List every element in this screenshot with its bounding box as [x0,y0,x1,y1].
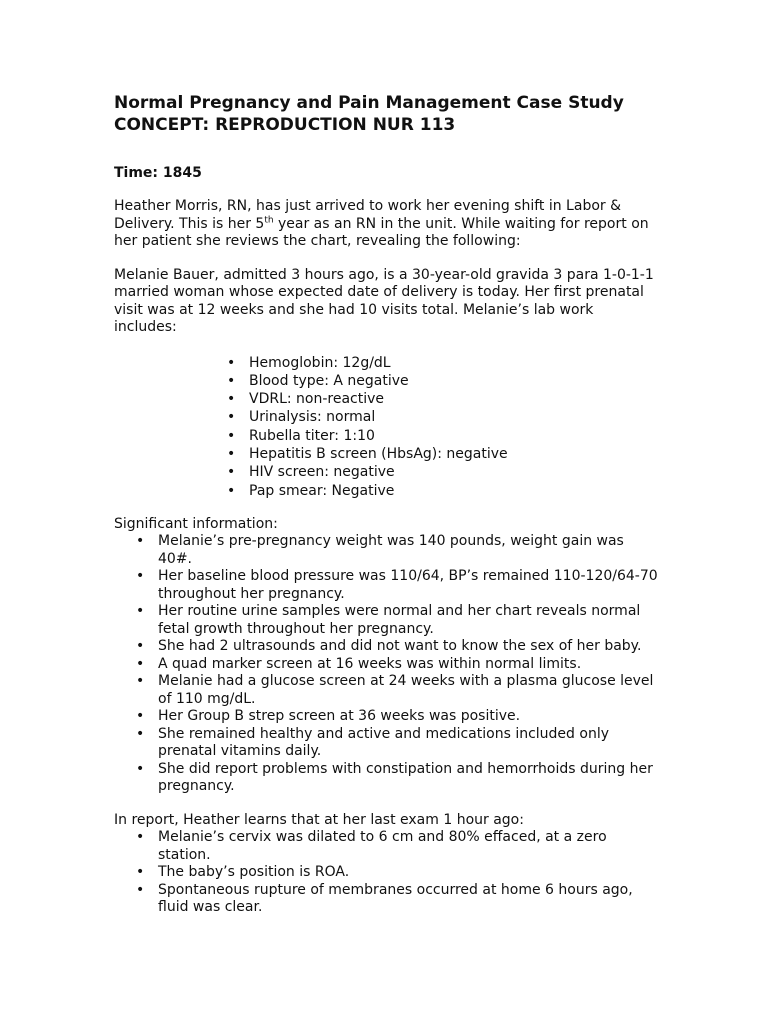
document-page [114,92,659,917]
list-item: • Her routine urine samples were normal and her chart reveals normal fetal growth throughout her pregnancy. [158,603,659,638]
title-line-1: Normal Pregnancy and Pain Management Case Study [114,93,624,113]
intro-text-a: Heather Morris, RN, has just arrived to work her evening shift in Labor & Delivery. This is her 5 [114,198,622,232]
list-item: • Melanie’s pre-pregnancy weight was 140 pounds, weight gain was 40#. [158,533,659,568]
report-label: In report, Heather learns that at her last exam 1 hour ago: [114,811,524,828]
report-list [114,829,659,917]
intro-paragraph [114,198,659,251]
list-item: • Her baseline blood pressure was 110/64, BP’s remained 110-120/64-70 throughout her pregnancy. [158,568,659,603]
list-item: • Melanie’s cervix was dilated to 6 cm and 80% effaced, at a zero station. [158,829,659,864]
list-item: • Hemoglobin: 12g/dL [249,354,659,372]
list-item: • Hepatitis B screen (HbsAg): negative [249,445,659,463]
list-item: • The baby’s position is ROA. [158,864,659,882]
lab-results-list [114,354,659,500]
list-item: • HIV screen: negative [249,463,659,481]
list-item: • Spontaneous rupture of membranes occurred at home 6 hours ago, fluid was clear. [158,882,659,917]
list-item: • She did report problems with constipation and hemorrhoids during her pregnancy. [158,761,659,796]
document-title [114,92,659,136]
list-item: • Rubella titer: 1:10 [249,427,659,445]
list-item: • She remained healthy and active and medications included only prenatal vitamins daily. [158,726,659,761]
significant-info-list [114,533,659,796]
list-item: • She had 2 ultrasounds and did not want to know the sex of her baby. [158,638,659,656]
patient-paragraph: Melanie Bauer, admitted 3 hours ago, is a 30-year-old gravida 3 para 1-0-1-1 married woman whose expected date of delivery is today. Her first prenatal visit was at 12 weeks and she had 10 visits total. Melanie’s lab work includes: [114,266,654,335]
list-item: • VDRL: non-reactive [249,390,659,408]
list-item: • Melanie had a glucose screen at 24 weeks with a plasma glucose level of 110 mg/dL. [158,673,659,708]
ordinal-suffix: th [264,214,274,225]
time-heading: Time: 1845 [114,165,202,181]
list-item: • Blood type: A negative [249,372,659,390]
list-item: • Pap smear: Negative [249,482,659,500]
list-item: • Urinalysis: normal [249,408,659,426]
title-line-2: CONCEPT: REPRODUCTION NUR 113 [114,115,456,135]
list-item: • Her Group B strep screen at 36 weeks was positive. [158,708,659,726]
intro-text-b: year as an RN in the unit. While waiting for report on her patient she reviews the chart, revealing the following: [114,215,649,249]
significant-info-label: Significant information: [114,515,278,532]
list-item: • A quad marker screen at 16 weeks was within normal limits. [158,656,659,674]
